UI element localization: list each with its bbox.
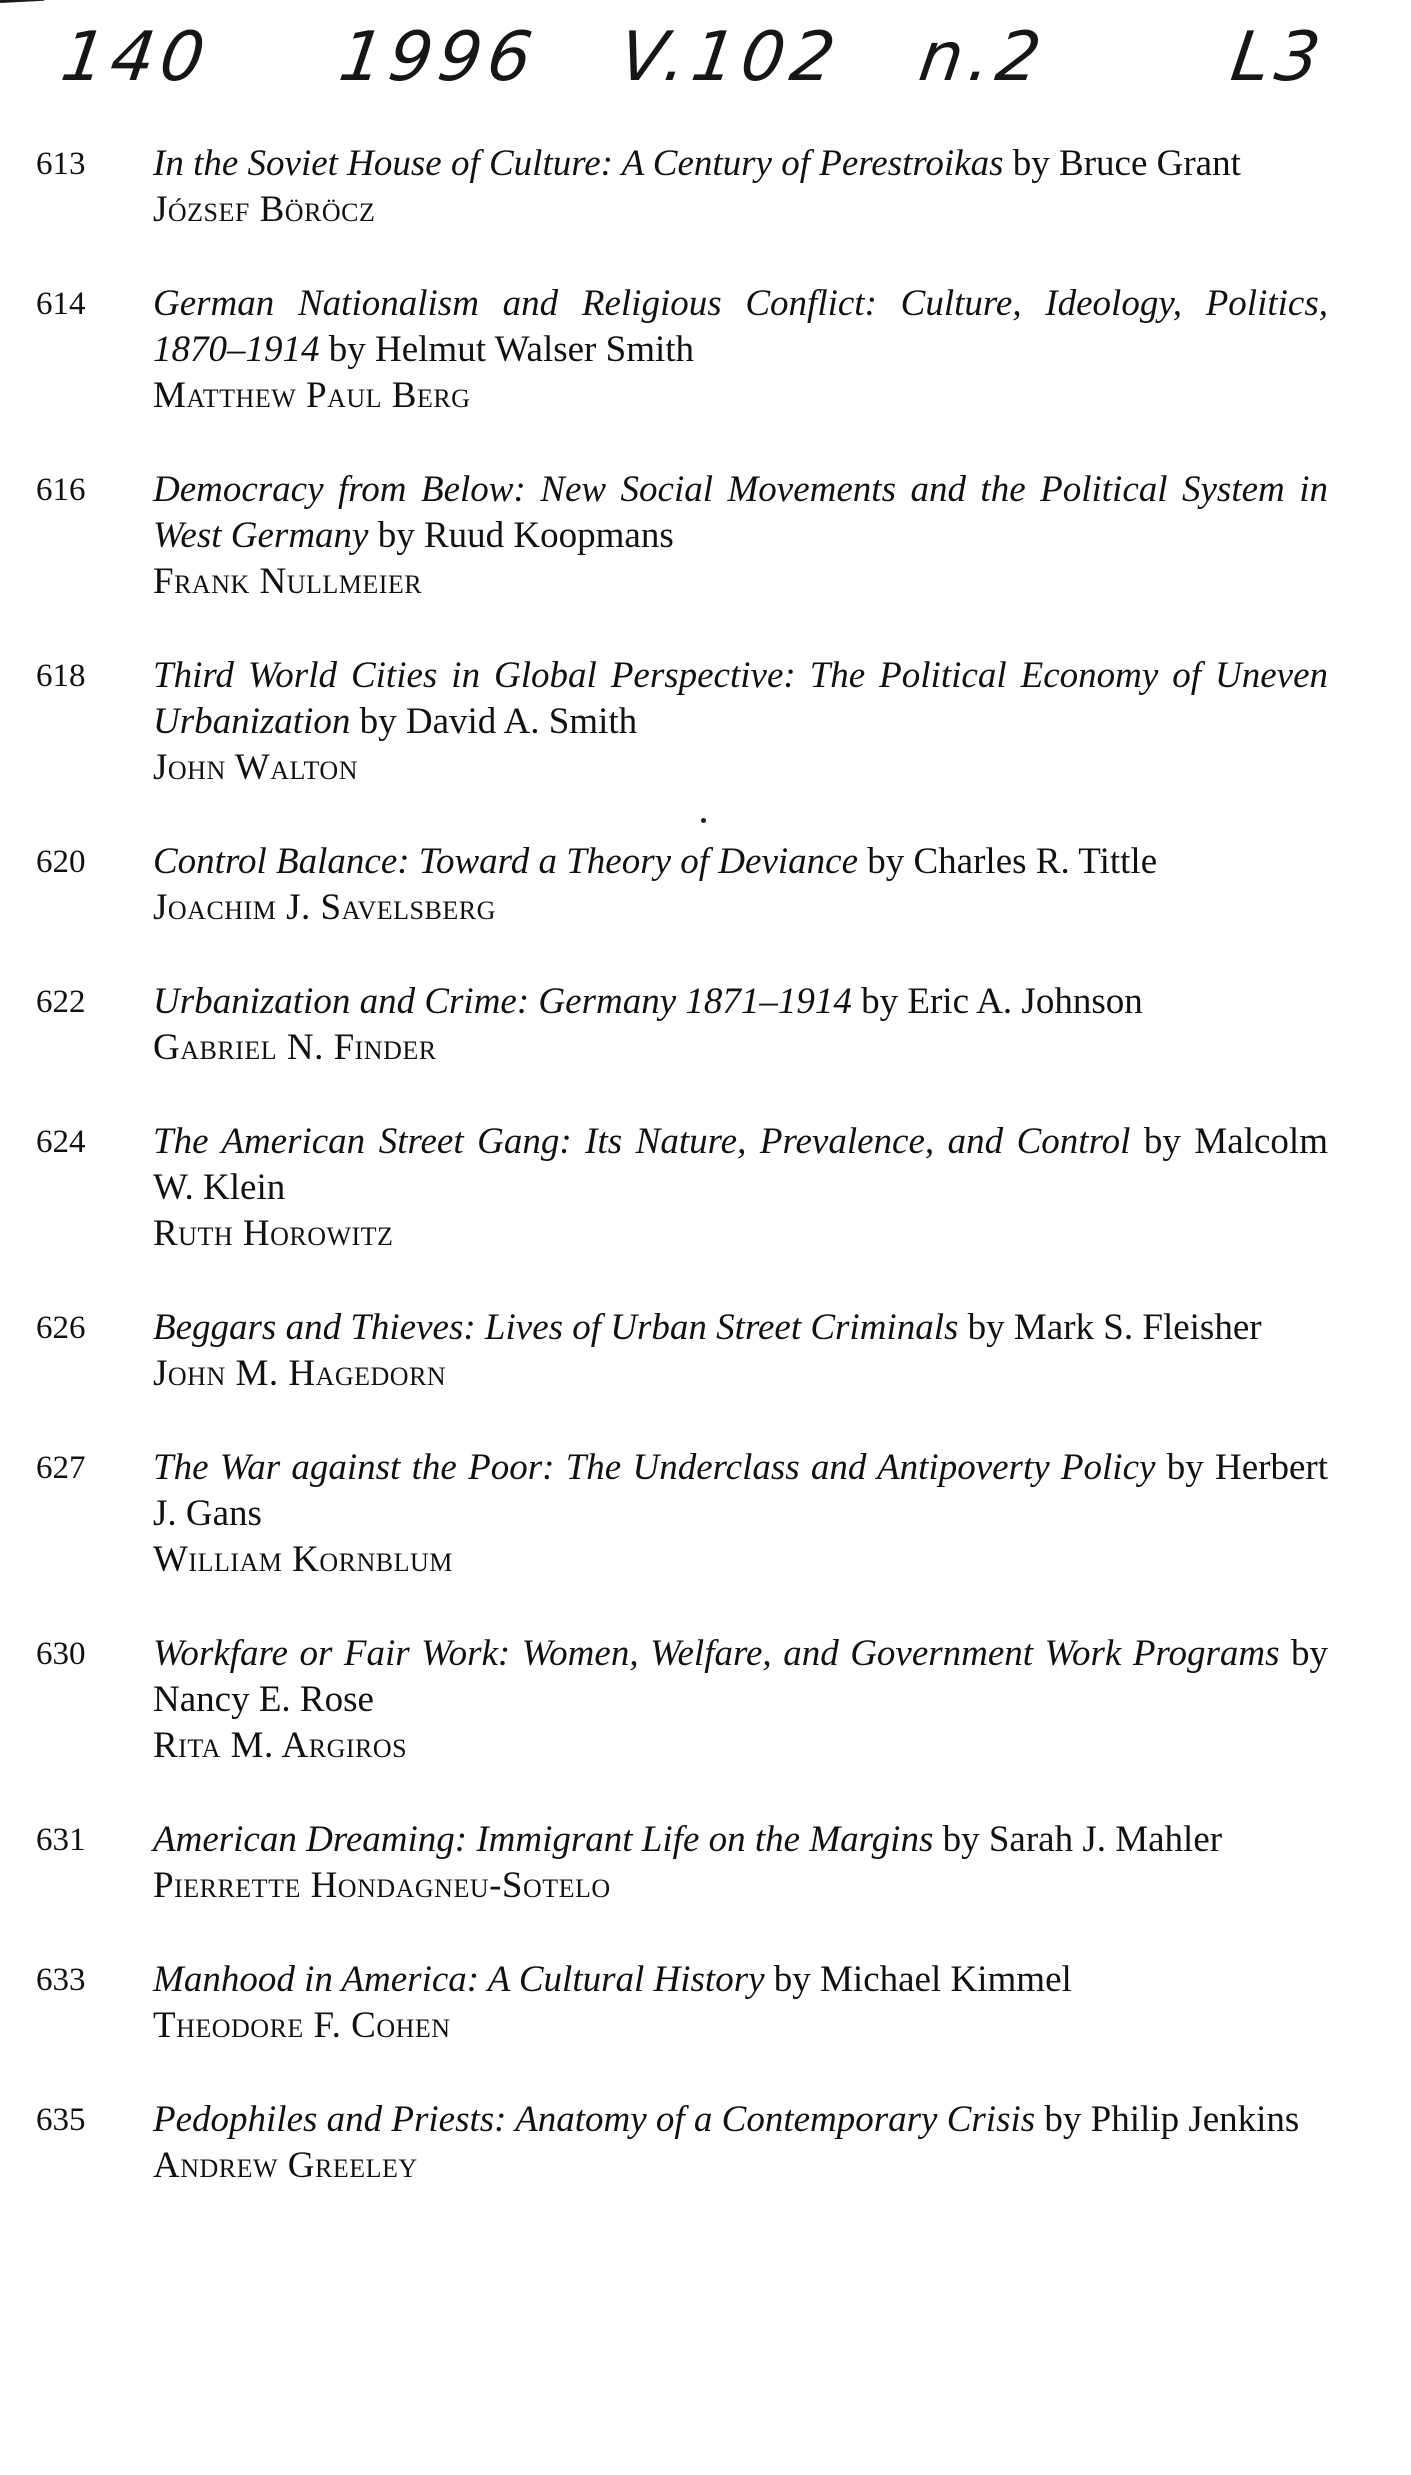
entry-body xyxy=(153,1119,1328,1257)
book-title: The American Street Gang: Its Nature, Prevalence, and Control xyxy=(153,1121,1131,1162)
review-entry xyxy=(0,467,1411,605)
page-number: 622 xyxy=(36,984,86,1020)
book-title: Manhood in America: A Cultural History xyxy=(153,1959,765,2000)
page-number: 624 xyxy=(36,1124,86,1160)
scan-speck xyxy=(701,818,706,823)
entry-body xyxy=(153,281,1328,419)
review-entry xyxy=(0,839,1411,931)
book-title: Urbanization and Crime: Germany 1871–1914 xyxy=(153,981,852,1022)
book-author: by Nancy E. Rose xyxy=(153,1633,1329,1720)
page-number: 633 xyxy=(36,1962,86,1998)
citation xyxy=(153,467,1328,559)
book-author: by Ruud Koopmans xyxy=(368,515,674,556)
reviewer-name: Theodore F. Cohen xyxy=(153,2005,451,2046)
reviewer-name: Andrew Greeley xyxy=(153,2145,418,2186)
page-number: 630 xyxy=(36,1636,86,1672)
reviewer-name: Pierrette Hondagneu-Sotelo xyxy=(153,1865,611,1906)
page-number: 631 xyxy=(36,1822,86,1858)
handwritten-note xyxy=(0,18,1411,118)
page-number: 626 xyxy=(36,1310,86,1346)
book-author: by Bruce Grant xyxy=(1003,143,1241,184)
reviewer-name: József Böröcz xyxy=(153,189,376,230)
book-title: Democracy from Below: New Social Movements and the Political System in West Germany xyxy=(153,469,1328,556)
citation xyxy=(153,1957,1328,2003)
review-entry xyxy=(0,141,1411,233)
reviewer-name: Ruth Horowitz xyxy=(153,1213,394,1254)
review-entry xyxy=(0,1305,1411,1397)
citation xyxy=(153,1445,1328,1537)
book-title: German Nationalism and Religious Conflict: Culture, Ideology, Politics, 1870–1914 xyxy=(153,283,1328,370)
handwritten-number: 140 xyxy=(56,18,216,97)
book-author: by Eric A. Johnson xyxy=(851,981,1143,1022)
entry-body xyxy=(153,1445,1328,1583)
citation xyxy=(153,1631,1328,1723)
review-list xyxy=(0,141,1411,2237)
review-entry xyxy=(0,979,1411,1071)
book-author: by Helmut Walser Smith xyxy=(319,329,695,370)
citation xyxy=(153,653,1328,745)
citation xyxy=(153,281,1328,373)
review-entry xyxy=(0,1445,1411,1583)
entry-body xyxy=(153,467,1328,605)
page-number: 618 xyxy=(36,658,86,694)
page-number: 627 xyxy=(36,1450,86,1486)
book-author: by Michael Kimmel xyxy=(764,1959,1072,2000)
book-title: Third World Cities in Global Perspective: The Political Economy of Uneven Urbanization xyxy=(153,655,1328,742)
entry-body xyxy=(153,1305,1328,1397)
review-entry xyxy=(0,1631,1411,1769)
review-entry xyxy=(0,2097,1411,2189)
book-title: The War against the Poor: The Underclass and Antipoverty Policy xyxy=(153,1447,1156,1488)
handwritten-code: L3 xyxy=(1226,18,1331,97)
reviewer-name: John M. Hagedorn xyxy=(153,1353,447,1394)
book-title: In the Soviet House of Culture: A Century of Perestroikas xyxy=(153,143,1004,184)
book-author: by David A. Smith xyxy=(350,701,638,742)
handwritten-volume: V.102 xyxy=(614,18,846,97)
page-number: 635 xyxy=(36,2102,86,2138)
reviewer-name: John Walton xyxy=(153,747,358,788)
entry-body xyxy=(153,653,1328,791)
review-entry xyxy=(0,1817,1411,1909)
citation xyxy=(153,141,1328,187)
entry-body xyxy=(153,1631,1328,1769)
book-title: Beggars and Thieves: Lives of Urban Street Criminals xyxy=(153,1307,959,1348)
reviewer-name: Frank Nullmeier xyxy=(153,561,423,602)
handwritten-issue: n.2 xyxy=(914,18,1052,97)
citation xyxy=(153,1119,1328,1211)
entry-body xyxy=(153,979,1328,1071)
page-number: 620 xyxy=(36,844,86,880)
book-author: by Philip Jenkins xyxy=(1035,2099,1300,2140)
reviewer-name: Matthew Paul Berg xyxy=(153,375,471,416)
book-author: by Malcolm W. Klein xyxy=(153,1121,1328,1208)
citation xyxy=(153,2097,1328,2143)
entry-body xyxy=(153,1957,1328,2049)
book-title: Workfare or Fair Work: Women, Welfare, and Government Work Programs xyxy=(153,1633,1280,1674)
entry-body xyxy=(153,1817,1328,1909)
book-author: by Sarah J. Mahler xyxy=(933,1819,1223,1860)
book-author: by Herbert J. Gans xyxy=(153,1447,1328,1534)
reviewer-name: Rita M. Argiros xyxy=(153,1725,408,1766)
reviewer-name: Gabriel N. Finder xyxy=(153,1027,437,1068)
page-number: 613 xyxy=(36,146,86,182)
citation xyxy=(153,979,1328,1025)
book-author: by Mark S. Fleisher xyxy=(958,1307,1262,1348)
book-title: Pedophiles and Priests: Anatomy of a Contemporary Crisis xyxy=(153,2099,1036,2140)
page-number: 616 xyxy=(36,472,86,508)
review-entry xyxy=(0,1119,1411,1257)
citation xyxy=(153,1305,1328,1351)
reviewer-name: William Kornblum xyxy=(153,1539,453,1580)
entry-body xyxy=(153,839,1328,931)
citation xyxy=(153,839,1328,885)
reviewer-name: Joachim J. Savelsberg xyxy=(153,887,496,928)
review-entry xyxy=(0,1957,1411,2049)
scan-edge-mark xyxy=(0,0,45,13)
entry-body xyxy=(153,2097,1328,2189)
review-entry xyxy=(0,653,1411,791)
entry-body xyxy=(153,141,1328,233)
page-number: 614 xyxy=(36,286,86,322)
book-title: American Dreaming: Immigrant Life on the Margins xyxy=(153,1819,934,1860)
book-title: Control Balance: Toward a Theory of Deviance xyxy=(153,841,858,882)
review-entry xyxy=(0,281,1411,419)
citation xyxy=(153,1817,1328,1863)
book-author: by Charles R. Tittle xyxy=(858,841,1158,882)
handwritten-year: 1996 xyxy=(334,18,543,97)
